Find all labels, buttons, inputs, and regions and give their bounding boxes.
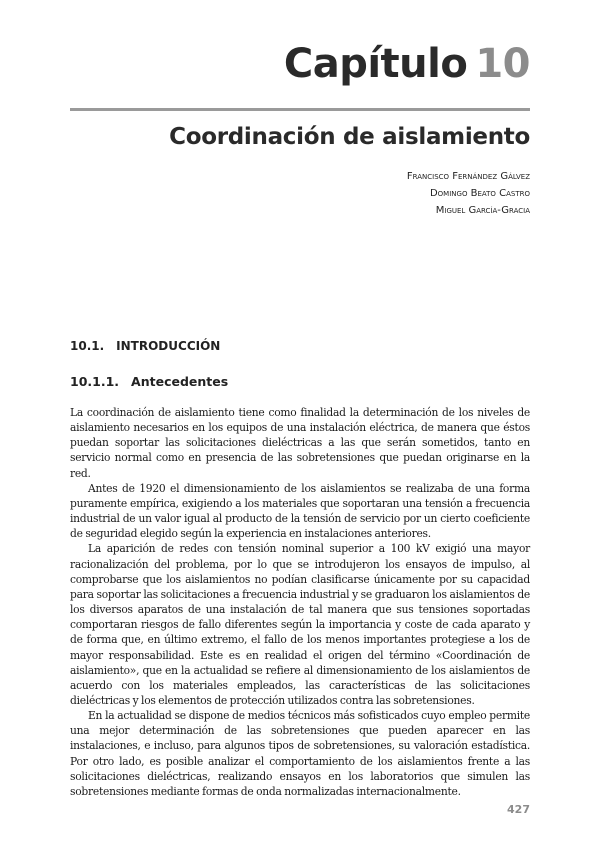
paragraph: Antes de 1920 el dimensionamiento de los aislamientos se realizaba de una forma puramente empírica, exigiendo a los materiales que soportaran una tensión a frecuencia industrial de un valor igual al producto de la tensión de servicio por un cierto coeficiente de seguridad elegido según la experiencia en instalaciones anteriores. xyxy=(70,481,530,541)
paragraph: La aparición de redes con tensión nominal superior a 100 kV exigió una mayor racionalización del problema, por lo que se introdujeron los ensayos de impulso, al comprobarse que los aislamientos no podían clasificarse únicamente por su capacidad para soportar las solicitaciones a frecuencia industrial y se graduaron los aislamientos de los diversos aparatos de una instalación de tal manera que sus tensiones soportadas comportaran riesgos de fallo diferentes según la importancia y coste de cada aparato y de forma que, en último extremo, el fallo de los menos importantes protegiese a los de mayor responsabilidad. Este es en realidad el origen del término «Coordinación de aislamiento», que en la actualidad se refiere al dimensionamiento de los aislamientos de acuerdo con los materiales empleados, las características de las solicitaciones dieléctricas y los elementos de protección utilizados contra las sobretensiones. xyxy=(70,542,530,707)
chapter-number: 10 xyxy=(475,41,530,87)
body-text xyxy=(70,405,530,799)
author-name: Miguel García-Gracia xyxy=(435,205,530,216)
page-number: 427 xyxy=(507,803,530,816)
section-title: INTRODUCCIÓN xyxy=(116,339,221,353)
section-number: 10.1. xyxy=(70,339,105,353)
chapter-label: Capítulo xyxy=(283,41,468,87)
author-name: Francisco Fernández Gálvez xyxy=(406,171,530,182)
subsection-number: 10.1.1. xyxy=(70,374,120,389)
section-heading xyxy=(70,340,220,352)
paragraph: En la actualidad se dispone de medios técnicos más sofisticados cuyo empleo permite una mejor determinación de las sobretensiones que pueden aparecer en las instalaciones, e incluso, para algunos tipos de sobretensiones, su valoración estadística. Por otro lado, es posible analizar el comportamiento de los aislamientos frente a las solicitaciones dieléctricas, realizando ensayos en los laboratorios que simulen las sobretensiones mediante formas de onda normalizadas internacionalmente. xyxy=(70,709,530,798)
chapter-rule xyxy=(70,108,530,111)
paragraph: La coordinación de aislamiento tiene como finalidad la determinación de los niveles de aislamiento necesarios en los equipos de una instalación eléctrica, de manera que éstos puedan soportar las solicitaciones dieléctricas a las que serán sometidos, tanto en servicio normal como en presencia de las sobretensiones que puedan originarse en la red. xyxy=(70,406,530,480)
subsection-title: Antecedentes xyxy=(131,374,229,389)
author-name: Domingo Beato Castro xyxy=(429,188,530,199)
author-list xyxy=(407,168,530,219)
chapter-title: Coordinación de aislamiento xyxy=(169,124,530,150)
subsection-heading xyxy=(70,376,228,389)
chapter-heading xyxy=(283,41,530,87)
